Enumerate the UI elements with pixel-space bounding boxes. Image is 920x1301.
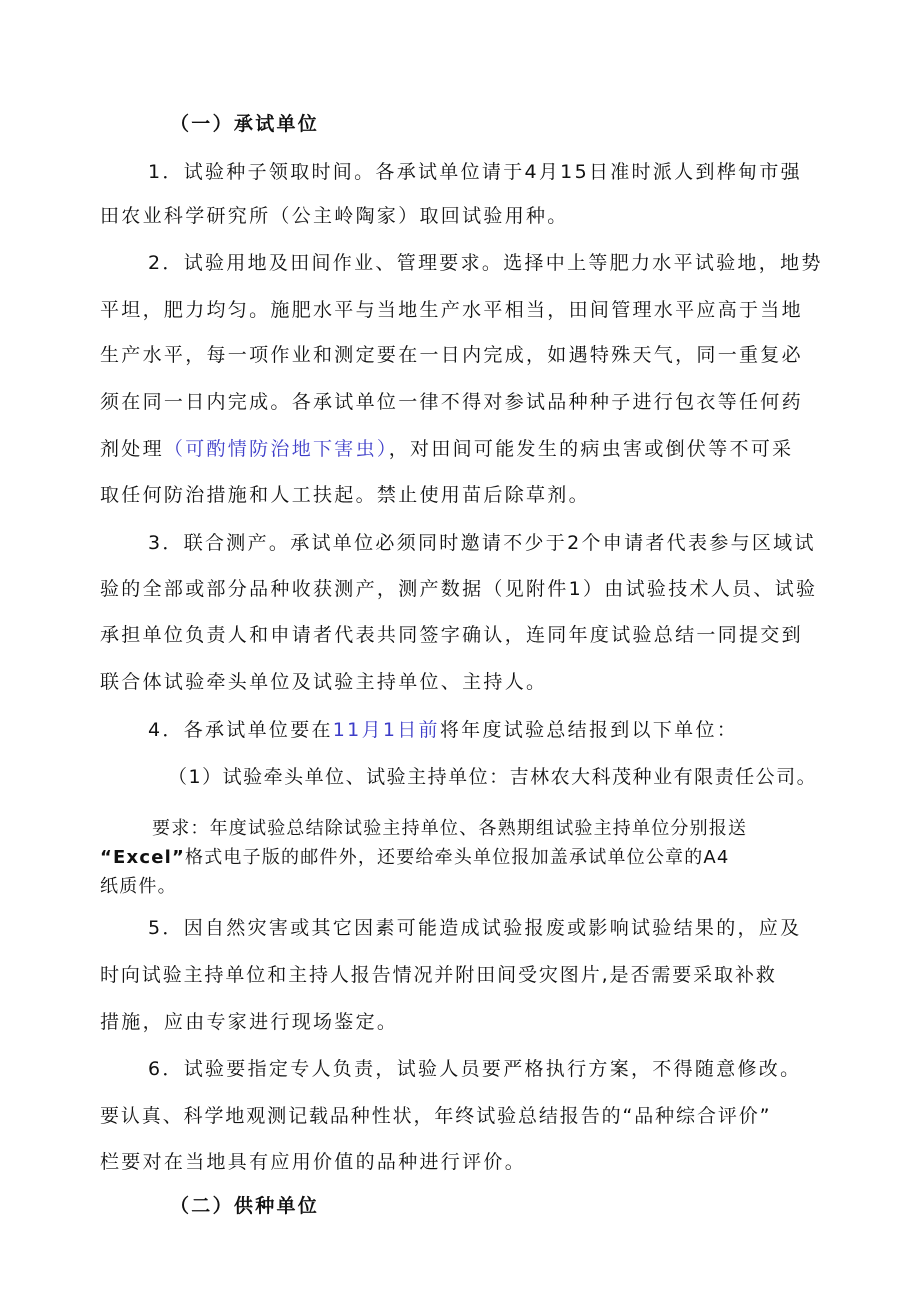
item6-line2: 要认真、科学地观测记载品种性状，年终试验总结报告的“品种综合评价” <box>100 1105 772 1127</box>
requirement-line3: 纸质件。 <box>100 876 177 897</box>
item4-line1 <box>148 717 738 743</box>
item5-line1: 5．因自然灾害或其它因素可能造成试验报废或影响试验结果的，应及 <box>148 917 802 939</box>
item2-line6: 取任何防治措施和人工扶起。禁止使用苗后除草剂。 <box>100 484 590 506</box>
item1-line2: 田农业科学研究所（公主岭陶家）取回试验用种。 <box>100 205 569 227</box>
item2-line5 <box>100 436 793 462</box>
item2-line1: 2．试验用地及田间作业、管理要求。选择中上等肥力水平试验地，地势 <box>148 252 823 274</box>
item3-line4: 联合体试验牵头单位及试验主持单位、主持人。 <box>100 671 548 693</box>
item4-line1-pre: 4．各承试单位要在 <box>148 719 333 741</box>
requirement-line2-post: 格式电子版的邮件外，还要给牵头单位报加盖承试单位公章的A4 <box>185 847 730 868</box>
item2-line4: 须在同一日内完成。各承试单位一律不得对参试品种种子进行包衣等任何药 <box>100 391 803 413</box>
item2-line5-pre: 剂处理 <box>100 438 164 460</box>
item5-line3: 措施，应由专家进行现场鉴定。 <box>100 1011 399 1033</box>
excel-label: “Excel” <box>100 847 186 868</box>
item4-line1-post: 将年度试验总结报到以下单位： <box>439 719 739 741</box>
item5-line2: 时向试验主持单位和主持人报告情况并附田间受灾图片,是否需要采取补救 <box>100 964 777 986</box>
requirement-line2 <box>100 845 730 871</box>
item2-line3: 生产水平，每一项作业和测定要在一日内完成，如遇特殊天气，同一重复必 <box>100 344 803 366</box>
item6-line1: 6．试验要指定专人负责，试验人员要严格执行方案，不得随意修改。 <box>148 1058 802 1080</box>
item3-line2: 验的全部或部分品种收获测产，测产数据（见附件1）由试验技术人员、试验 <box>100 578 818 600</box>
item3-line3: 承担单位负责人和申请者代表共同签字确认，连同年度试验总结一同提交到 <box>100 624 803 646</box>
requirement-line1: 要求：年度试验总结除试验主持单位、各熟期组试验主持单位分别报送 <box>152 818 748 839</box>
item4-sub1: （1）试验牵头单位、试验主持单位：吉林农大科茂种业有限责任公司。 <box>168 766 818 788</box>
item3-line1: 3．联合测产。承试单位必须同时邀请不少于2个申请者代表参与区域试 <box>148 532 816 554</box>
item6-line3: 栏要对在当地具有应用价值的品种进行评价。 <box>100 1151 527 1173</box>
highlight-text-pest-control: （可酌情防治地下害虫） <box>163 438 389 460</box>
section-heading-2: （二）供种单位 <box>170 1195 320 1217</box>
item2-line5-post: ，对田间可能发生的病虫害或倒伏等不可采 <box>388 438 794 460</box>
item1-line1: 1．试验种子领取时间。各承试单位请于4月15日准时派人到桦甸市强 <box>148 161 802 183</box>
item2-line2: 平坦，肥力均匀。施肥水平与当地生产水平相当，田间管理水平应高于当地 <box>100 299 803 321</box>
section-heading-1: （一）承试单位 <box>170 113 320 135</box>
highlight-text-deadline: 11月1日前 <box>332 719 440 741</box>
